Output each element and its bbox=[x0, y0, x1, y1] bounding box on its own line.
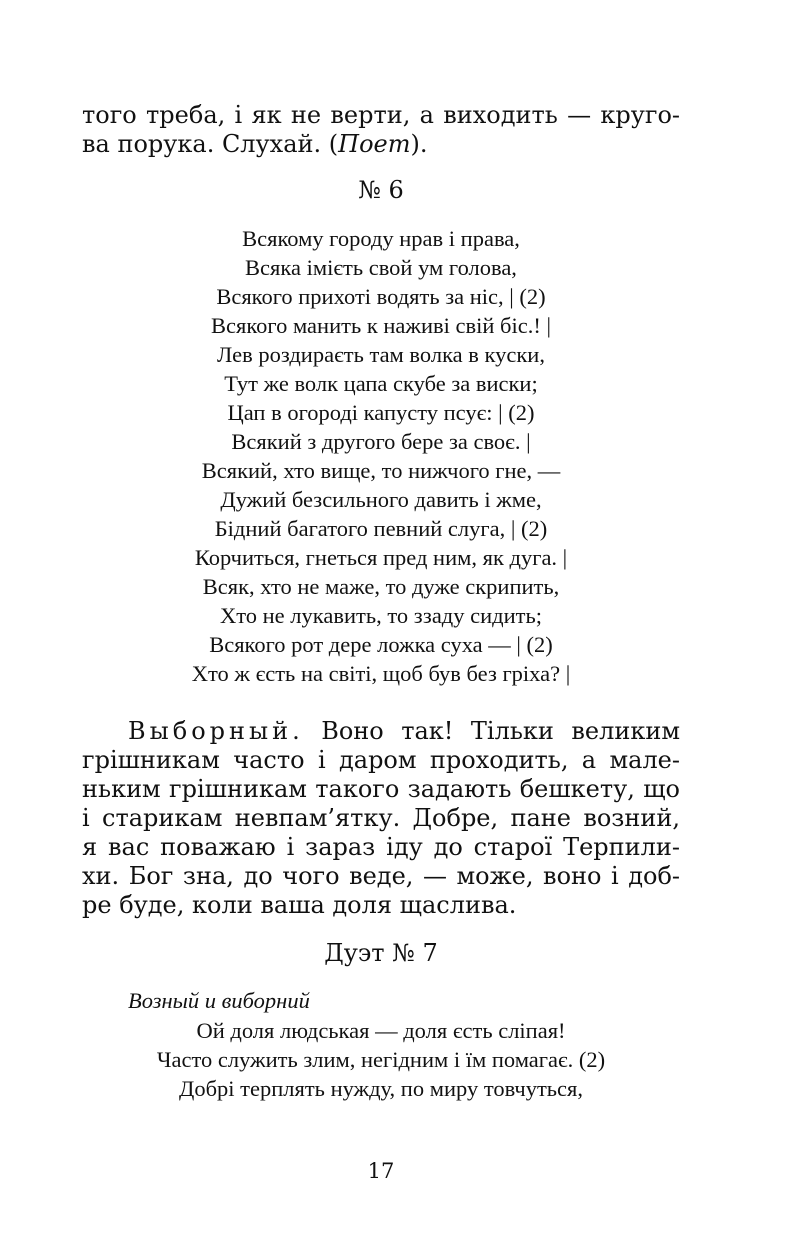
verse-line: Хто не лукавить, то ззаду сидить; bbox=[219, 603, 542, 628]
verse-line: Всякого рот дере ложка суха — | (2) bbox=[209, 632, 553, 657]
verse-line: Тут же волк цапа скубе за виски; bbox=[224, 371, 538, 396]
speech-line: і старикам невпам’ятку. Добре, пане возний, bbox=[82, 804, 680, 832]
speaker-name: Выборный. bbox=[128, 717, 304, 745]
intro-line-2-italic: Поет bbox=[338, 130, 411, 158]
speech-paragraph bbox=[82, 717, 680, 920]
intro-line-2-start: ва порука. Слухай. ( bbox=[82, 130, 339, 158]
intro-line-2 bbox=[82, 130, 680, 159]
verse-line: Всяк, хто не маже, то дуже скрипить, bbox=[202, 574, 560, 599]
verse-line: Добрі терплять нужду, по миру товчуться, bbox=[178, 1076, 583, 1101]
verse-line: Бідний багатого певний слуга, | (2) bbox=[214, 516, 548, 541]
song-6-title: № 6 bbox=[358, 176, 404, 204]
verse-line: Лев роздираєть там волка в куски, bbox=[217, 342, 545, 367]
speech-line: ньким грішникам такого задають бешкету, що bbox=[82, 775, 680, 803]
intro-paragraph bbox=[82, 101, 680, 159]
verse-line: Всякого прихоті водять за ніс, | (2) bbox=[216, 284, 546, 309]
speech-line: грішникам часто і даром проходить, а мале- bbox=[82, 746, 680, 774]
verse-line: Корчиться, гнеться пред ним, як дуга. | bbox=[194, 545, 568, 570]
duet-7-verses bbox=[0, 1016, 762, 1103]
intro-line-1: того треба, і як не верти, а виходить — круго- bbox=[82, 101, 680, 129]
verse-line: Всякий з другого бере за своє. | bbox=[231, 429, 531, 454]
verse-line: Ой доля людськая — доля єсть сліпая! bbox=[196, 1018, 566, 1043]
stage-direction: Возный и виборний bbox=[128, 988, 310, 1013]
speech-line: я вас поважаю і зараз іду до старої Терпили- bbox=[82, 833, 680, 861]
speech-line-1 bbox=[82, 717, 680, 746]
verse-line: Дужий безсильного давить і жме, bbox=[220, 487, 542, 512]
speech-line: хи. Бог зна, до чого веде, — може, воно і доб- bbox=[82, 862, 680, 890]
verse-line: Всяка імієть свой ум голова, bbox=[245, 255, 517, 280]
intro-line-2-end: ). bbox=[410, 130, 428, 158]
verse-line: Цап в огороді капусту псує: | (2) bbox=[227, 400, 535, 425]
page-number: 17 bbox=[367, 1159, 395, 1183]
speech-line: ре буде, коли ваша доля щаслива. bbox=[82, 891, 517, 919]
verse-line: Всякого манить к наживі свій біс.! | bbox=[211, 313, 551, 338]
verse-line: Всякий, хто вище, то нижчого гне, — bbox=[201, 458, 561, 483]
verse-line: Всякому городу нрав і права, bbox=[242, 226, 520, 251]
speech-line-1-text: Воно так! Тільки великим bbox=[303, 717, 680, 745]
duet-7-title: Дуэт № 7 bbox=[324, 939, 438, 967]
song-6-verses bbox=[0, 224, 762, 688]
verse-line: Часто служить злим, негідним і їм помагає. (2) bbox=[156, 1047, 606, 1072]
verse-line: Хто ж єсть на світі, щоб був без гріха? | bbox=[191, 661, 571, 686]
